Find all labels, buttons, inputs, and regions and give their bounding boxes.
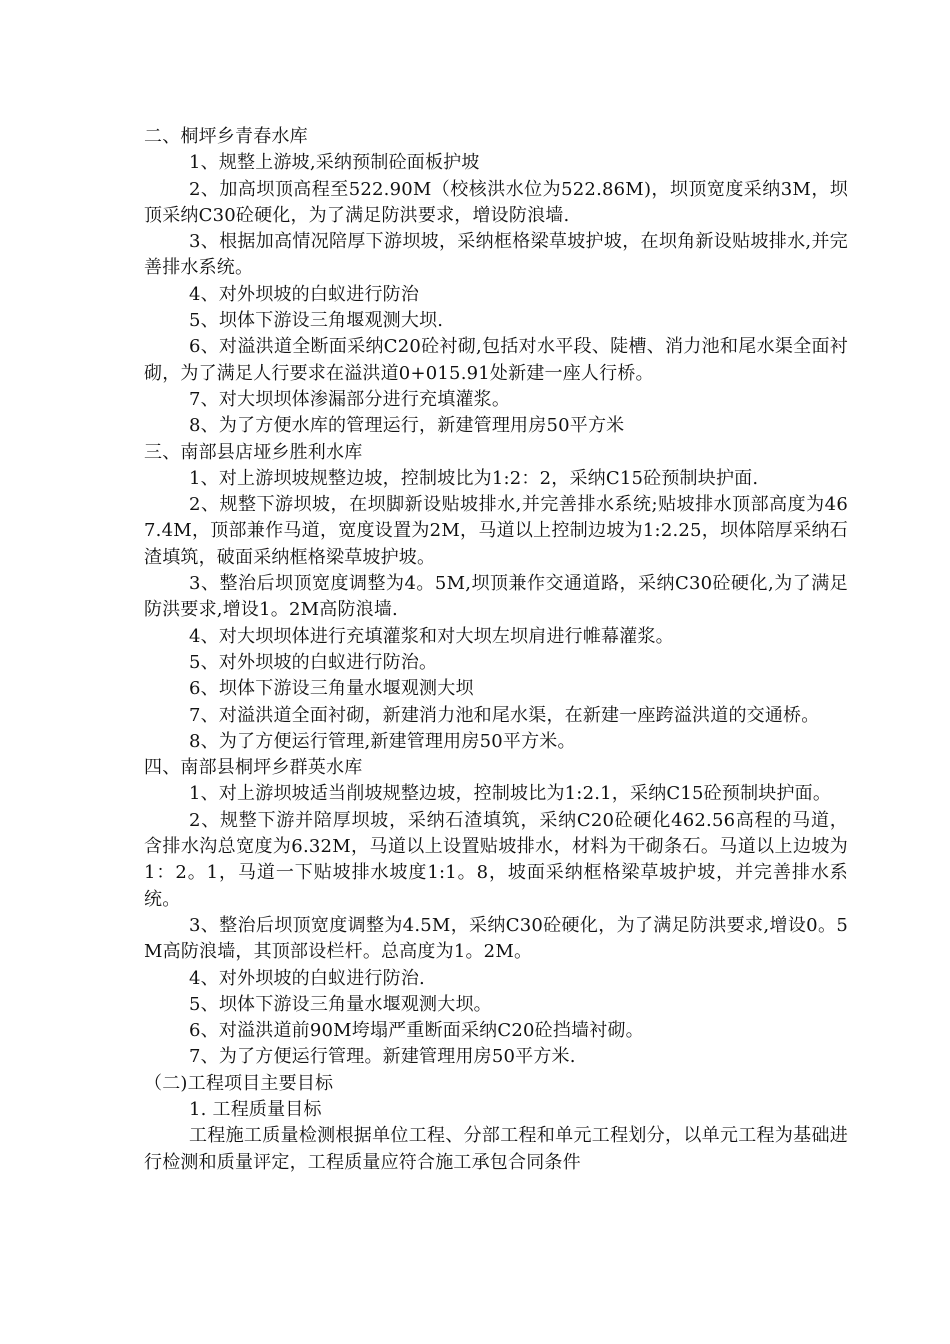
paragraph: 1、对上游坝坡规整边坡，控制坡比为1:2：2，采纳C15砼预制块护面. [189, 467, 759, 489]
paragraph: 3、整治后坝顶宽度调整为4.5M，采纳C30砼硬化，为了满足防洪要求,增设0。5M高防浪墙，其顶部设栏杆。总高度为1。2M。 [144, 914, 848, 963]
paragraph: 4、对大坝坝体进行充填灌浆和对大坝左坝肩进行帷幕灌浆。 [189, 625, 674, 647]
paragraph: 7、对大坝坝体渗漏部分进行充填灌浆。 [189, 388, 511, 410]
section-heading: 四、南部县桐坪乡群英水库 [144, 757, 363, 779]
paragraph: 4、对外坝坡的白蚁进行防治. [189, 967, 425, 989]
document-body [144, 124, 848, 1176]
paragraph: 4、对外坝坡的白蚁进行防治 [189, 283, 420, 305]
paragraph: 3、整治后坝顶宽度调整为4。5M,坝顶兼作交通道路，采纳C30砼硬化,为了满足防洪要求,增设1。2M高防浪墙. [144, 573, 848, 621]
paragraph: 6、对溢洪道前90M垮塌严重断面采纳C20砼挡墙衬砌。 [189, 1020, 644, 1042]
paragraph: 7、为了方便运行管理。新建管理用房50平方米. [189, 1046, 576, 1068]
paragraph: 2、加高坝顶高程至522.90M（校核洪水位为522.86M)，坝顶宽度采纳3M，坝顶采纳C30砼硬化，为了满足防洪要求，增设防浪墙. [144, 178, 848, 226]
paragraph: 2、规整下游坝坡，在坝脚新设贴坡排水,并完善排水系统;贴坡排水顶部高度为467.4M，顶部兼作马道，宽度设置为2M，马道以上控制边坡为1:2.25，坝体陪厚采纳石渣填筑，破面采纳框格梁草坡护坡。 [144, 494, 848, 568]
paragraph: 1、规整上游坡,采纳预制砼面板护坡 [189, 152, 480, 174]
paragraph: 6、坝体下游设三角量水堰观测大坝 [189, 678, 474, 700]
section-heading: 三、南部县店垭乡胜利水库 [144, 441, 363, 463]
paragraph: 3、根据加高情况陪厚下游坝坡，采纳框格梁草坡护坡，在坝角新设贴坡排水,并完善排水系统。 [144, 231, 848, 279]
paragraph: 2、规整下游并陪厚坝坡，采纳石渣填筑，采纳C20砼硬化462.56高程的马道，含排水沟总宽度为6.32M，马道以上设置贴坡排水，材料为干砌条石。马道以上边坡为1：2。1，马道一下贴坡排水坡度1:1。8，坡面采纳框格梁草坡护坡，并完善排水系统。 [144, 809, 848, 910]
paragraph: 7、对溢洪道全面衬砌，新建消力池和尾水渠，在新建一座跨溢洪道的交通桥。 [189, 704, 820, 726]
paragraph: 8、为了方便水库的管理运行，新建管理用房50平方米 [189, 415, 625, 437]
section-heading: （二)工程项目主要目标 [144, 1072, 334, 1094]
paragraph: 5、对外坝坡的白蚁进行防治。 [189, 651, 438, 673]
paragraph: 8、为了方便运行管理,新建管理用房50平方米。 [189, 730, 576, 752]
paragraph: 工程施工质量检测根据单位工程、分部工程和单元工程划分，以单元工程为基础进行检测和质量评定，工程质量应符合施工承包合同条件 [144, 1125, 848, 1173]
paragraph: 1. 工程质量目标 [189, 1098, 322, 1120]
section-heading: 二、桐坪乡青春水库 [144, 126, 308, 147]
paragraph: 5、坝体下游设三角量水堰观测大坝。 [189, 993, 492, 1015]
paragraph: 6、对溢洪道全断面采纳C20砼衬砌,包括对水平段、陡槽、消力池和尾水渠全面衬砌，为了满足人行要求在溢洪道0+015.91处新建一座人行桥。 [144, 336, 848, 384]
paragraph: 5、坝体下游设三角堰观测大坝. [189, 310, 444, 332]
paragraph: 1、对上游坝坡适当削坡规整边坡，控制坡比为1:2.1，采纳C15砼预制块护面。 [189, 783, 832, 805]
